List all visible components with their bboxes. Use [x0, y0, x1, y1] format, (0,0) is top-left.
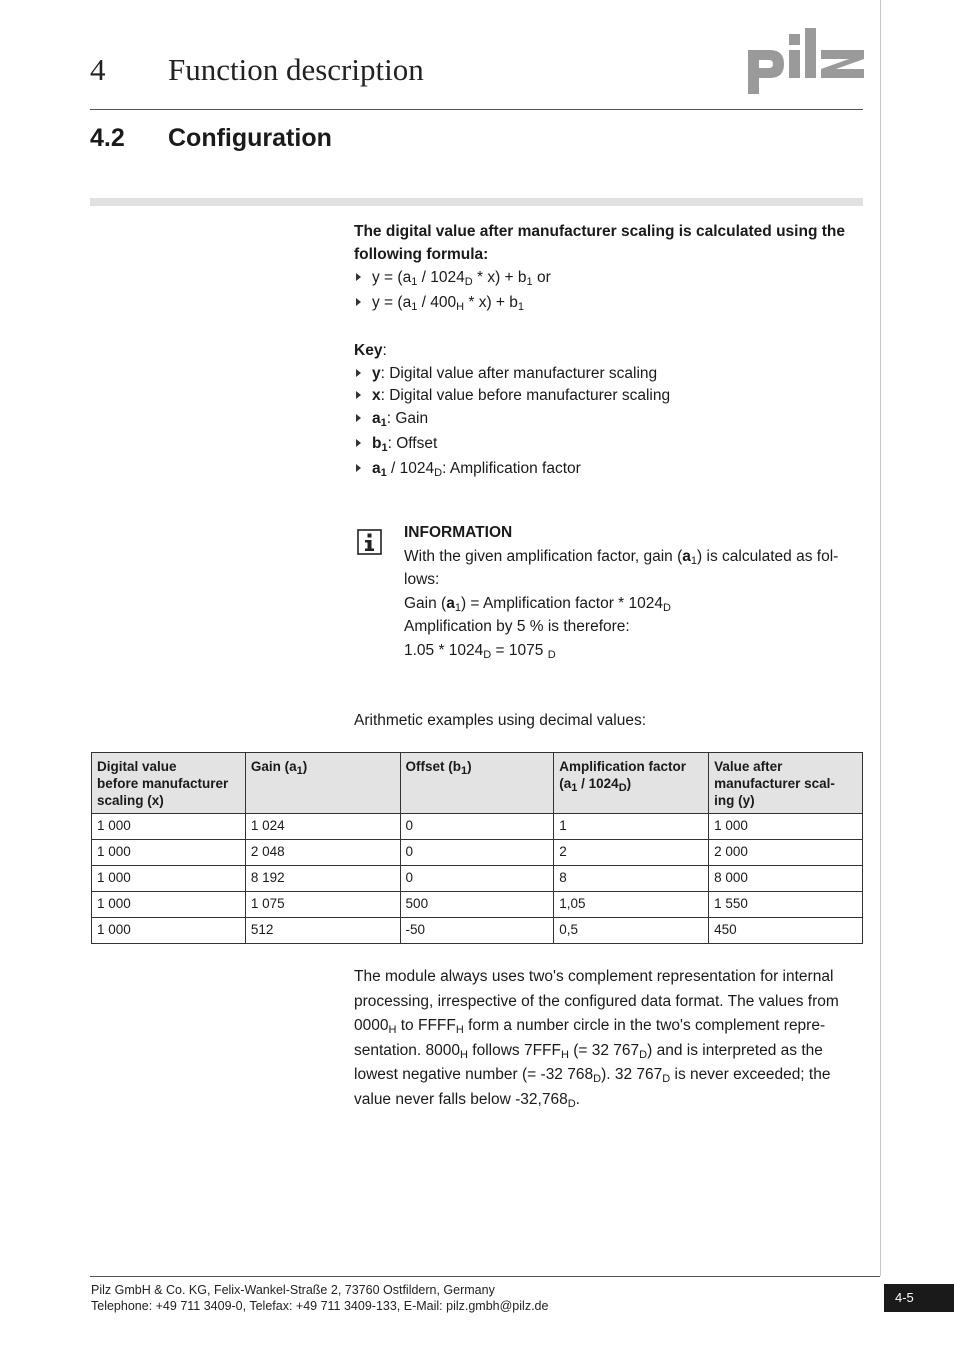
closing-line: $0000_H$ to $FFFF_H$ form a number circle in the two's complement repre- [354, 1017, 826, 1036]
table-cell: 0 [400, 866, 554, 892]
table-cell: 1 550 [709, 892, 863, 918]
footer-contact: Telephone: +49 711 3409-0, Telefax: +49 711 3409-133, E-Mail: pilz.gmbh@pilz.de [91, 1299, 549, 1313]
col-header-digital-value-before: Digital value before manufacturer scaling (x) [92, 753, 246, 814]
table-cell: 1 [554, 814, 709, 840]
formula-list [354, 266, 862, 316]
key-item: $a_1 / 1024_D$: Amplification factor [354, 457, 862, 482]
closing-line: value never falls below $-32,768_D$. [354, 1090, 580, 1110]
key-heading: Key: [354, 342, 387, 359]
table-row [92, 814, 863, 840]
table-row [92, 892, 863, 918]
information-line: Gain $(a_1)$ = Amplification factor * $1024_D$ [404, 594, 671, 614]
information-line: With the given amplification factor, gain $(a_1)$ is calculated as fol- [404, 547, 839, 567]
information-line: Amplification by 5 % is therefore: [404, 618, 630, 635]
key-item: y: Digital value after manufacturer scaling [354, 362, 862, 384]
section-divider-bar [90, 198, 863, 206]
arithmetic-examples-table [91, 752, 863, 944]
table-cell: 1 000 [92, 840, 246, 866]
col-header-value-after: Value after manufacturer scal- ing (y) [709, 753, 863, 814]
page-number: 4-5 [895, 1290, 914, 1305]
table-row [92, 866, 863, 892]
table-cell: 1 000 [92, 918, 246, 944]
table-cell: 2 [554, 840, 709, 866]
table-header-row [92, 753, 863, 814]
col-header-gain: Gain $(a_1)$ [245, 753, 400, 814]
table-cell: 1 000 [709, 814, 863, 840]
closing-line: The module always uses two's complement representation for internal [354, 968, 834, 985]
formula-intro: The digital value after manufacturer scaling is calculated using the following formula: [354, 223, 845, 263]
table-cell: -50 [400, 918, 554, 944]
table-cell: 0 [400, 840, 554, 866]
section-number: 4.2 [90, 124, 125, 152]
table-cell: 8 192 [245, 866, 400, 892]
table-cell: 450 [709, 918, 863, 944]
key-item: $a_1$: Gain [354, 407, 862, 432]
table-intro: Arithmetic examples using decimal values: [354, 712, 647, 729]
table-row [92, 918, 863, 944]
section-title: Configuration [168, 124, 332, 152]
table-cell: 8 [554, 866, 709, 892]
key-item: x: Digital value before manufacturer scaling [354, 384, 862, 407]
table-cell: 1,05 [554, 892, 709, 918]
formula-item: $y = (a_1 / 1024_D * x) + b_1$ or [354, 266, 862, 291]
table-cell: 1 000 [92, 892, 246, 918]
table-cell: 2 000 [709, 840, 863, 866]
table-cell: 1 000 [92, 814, 246, 840]
right-margin-line [880, 0, 881, 1276]
chapter-number: 4 [90, 52, 106, 87]
table-cell: 512 [245, 918, 400, 944]
table-cell: 1 024 [245, 814, 400, 840]
closing-line: processing, irrespective of the configured data format. The values from [354, 992, 839, 1010]
col-header-offset: Offset $(b_1)$ [400, 753, 554, 814]
footer [91, 1282, 548, 1314]
header-rule [90, 109, 863, 110]
closing-line: lowest negative number (= -32 $768_D$). 32 $767_D$ is never exceeded; the [354, 1066, 831, 1085]
information-title: INFORMATION [404, 524, 513, 541]
information-line: lows: [404, 571, 440, 588]
table-cell: 1 000 [92, 866, 246, 892]
table-cell: 0,5 [554, 918, 709, 944]
table-cell: 2 048 [245, 840, 400, 866]
pilz-logo [748, 28, 864, 94]
info-icon [357, 529, 382, 555]
information-block [404, 521, 864, 662]
information-line: $1.05 * 1024_D = 1075$ $_D$ [404, 641, 556, 661]
formula-item: $y = (a_1 / 400_H * x) + b_1$ [354, 291, 862, 316]
footer-rule [90, 1276, 880, 1277]
table-cell: 500 [400, 892, 554, 918]
table-cell: 0 [400, 814, 554, 840]
table-cell: 1 075 [245, 892, 400, 918]
table-row [92, 840, 863, 866]
key-item: $b_1$: Offset [354, 432, 862, 457]
chapter-title: Function description [168, 52, 424, 87]
col-header-amplification-factor: Amplification factor $(a_1 / 1024_D)$ [554, 753, 709, 814]
page-number-badge [884, 1284, 954, 1312]
key-list [354, 362, 862, 482]
footer-address: Pilz GmbH & Co. KG, Felix-Wankel-Straße 2, 73760 Ostfildern, Germany [91, 1283, 495, 1297]
closing-paragraph [354, 965, 862, 1112]
closing-line: sentation. $8000_H$ follows $7FFF_H$ (= 32 $767_D$) and is interpreted as the [354, 1041, 823, 1061]
table-cell: 8 000 [709, 866, 863, 892]
